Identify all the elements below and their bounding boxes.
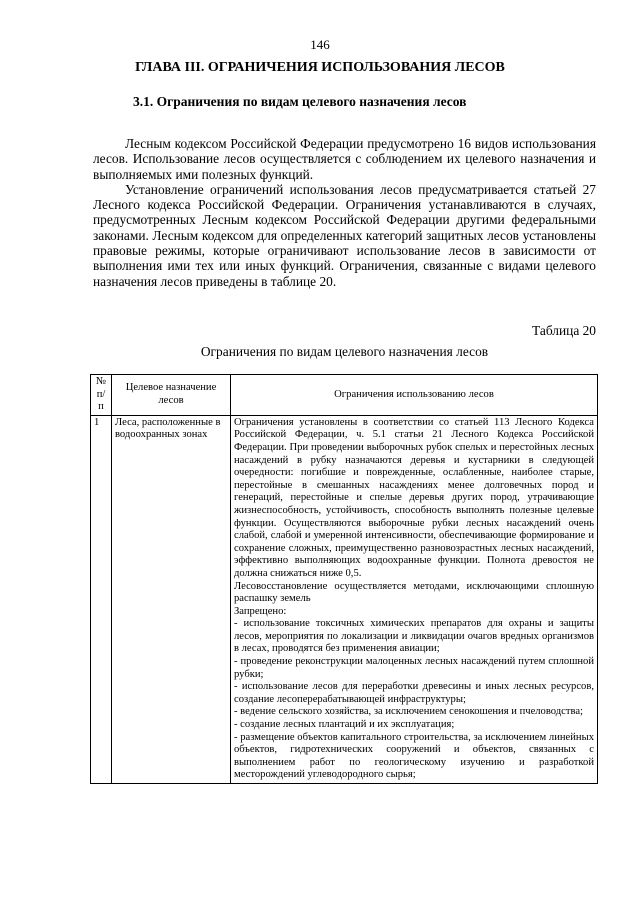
table-header-row [91, 375, 598, 416]
restriction-line: - использование токсичных химических препаратов для охраны и защиты лесов, мероприятия по локализации и ликвидации очагов вредных организмов в лесах, проводятся без применения авиации; [234, 618, 594, 655]
restrictions-table [90, 374, 598, 784]
header-num: № п/п [91, 375, 112, 416]
table-caption: Ограничения по видам целевого назначения лесов [200, 344, 489, 359]
row-purpose: Леса, расположенные в водоохранных зонах [112, 415, 231, 783]
table-row [91, 415, 598, 783]
row-num: 1 [91, 415, 112, 783]
paragraph: Лесным кодексом Российской Федерации предусмотрено 16 видов использования лесов. Использование лесов осуществляется с соблюдением их целевого назначения и выполняемых ими полезных функций. [93, 136, 596, 182]
restriction-line: - размещение объектов капитального строительства, за исключением линейных объектов, гидротехнических сооружений и объектов, связанных с выполнением работ по геологическому изучению и разработкой месторождений углеводородного сырья; [234, 731, 594, 781]
chapter-title: ГЛАВА III. ОГРАНИЧЕНИЯ ИСПОЛЬЗОВАНИЯ ЛЕСОВ [135, 60, 505, 75]
restriction-line: - создание лесных плантаций и их эксплуатация; [234, 719, 455, 731]
restriction-line: - проведение реконструкции малоценных лесных насаждений путем сплошной рубки; [234, 656, 594, 680]
row-restrictions [231, 415, 598, 783]
section-title: 3.1. Ограничения по видам целевого назначения лесов [133, 94, 467, 109]
restriction-line: Ограничения установлены в соответствии со статьей 113 Лесного Кодекса Российской Федерации, ч. 5.1 статьи 21 Лесного Кодекса Российской Федерации. При проведении выборочных рубок спелых и перестойных лесных насаждений в рубку назначаются деревья и кустарники в следующей очередности: погибшие и поврежденные, ослабленные, наиболее старые, перестойные в смешанных насаждениях менее долговечных пород и генераций, перестойные и спелые деревья других пород, утрачивающие жизнеспособность, устойчивость, способность выполнять полезные целевые функции. Осуществляются выборочные рубки лесных насаждений очень слабой, слабой и умеренной интенсивности, обеспечивающие формирование и сохранение сложных, преимущественно разновозрастных лесных насаждений, эффективно выполняющих водоохранные функции. Полнота древостоя не должна снижаться ниже 0,5. [234, 416, 594, 579]
restriction-line: Лесовосстановление осуществляется методами, исключающими сплошную распашку земель [234, 580, 594, 605]
paragraph: Установление ограничений использования лесов предусматривается статьей 27 Лесного кодекса Российской Федерации. Ограничения устанавливаются в случаях, предусмотренных Лесным кодексом Российской Федерации другими федеральными законами. Лесным кодексом для определенных категорий защитных лесов установлены правовые режимы, которые ограничивают использование лесов в зависимости от выполнения ими тех или иных функций. Ограничения, связанные с видами целевого назначения лесов приведены в таблице 20. [93, 181, 596, 289]
header-restrictions: Ограничения использованию лесов [231, 375, 598, 416]
restriction-line: Запрещено: [234, 605, 287, 617]
table-label: Таблица 20 [532, 323, 596, 338]
header-purpose: Целевое назначение лесов [112, 375, 231, 416]
restriction-line: - использование лесов для переработки древесины и иных лесных ресурсов, создание лесоперерабатывающей инфраструктуры; [234, 681, 594, 705]
page-number: 146 [310, 37, 330, 52]
restriction-line: - ведение сельского хозяйства, за исключением сенокошения и пчеловодства; [234, 706, 584, 718]
body-text [93, 136, 596, 289]
